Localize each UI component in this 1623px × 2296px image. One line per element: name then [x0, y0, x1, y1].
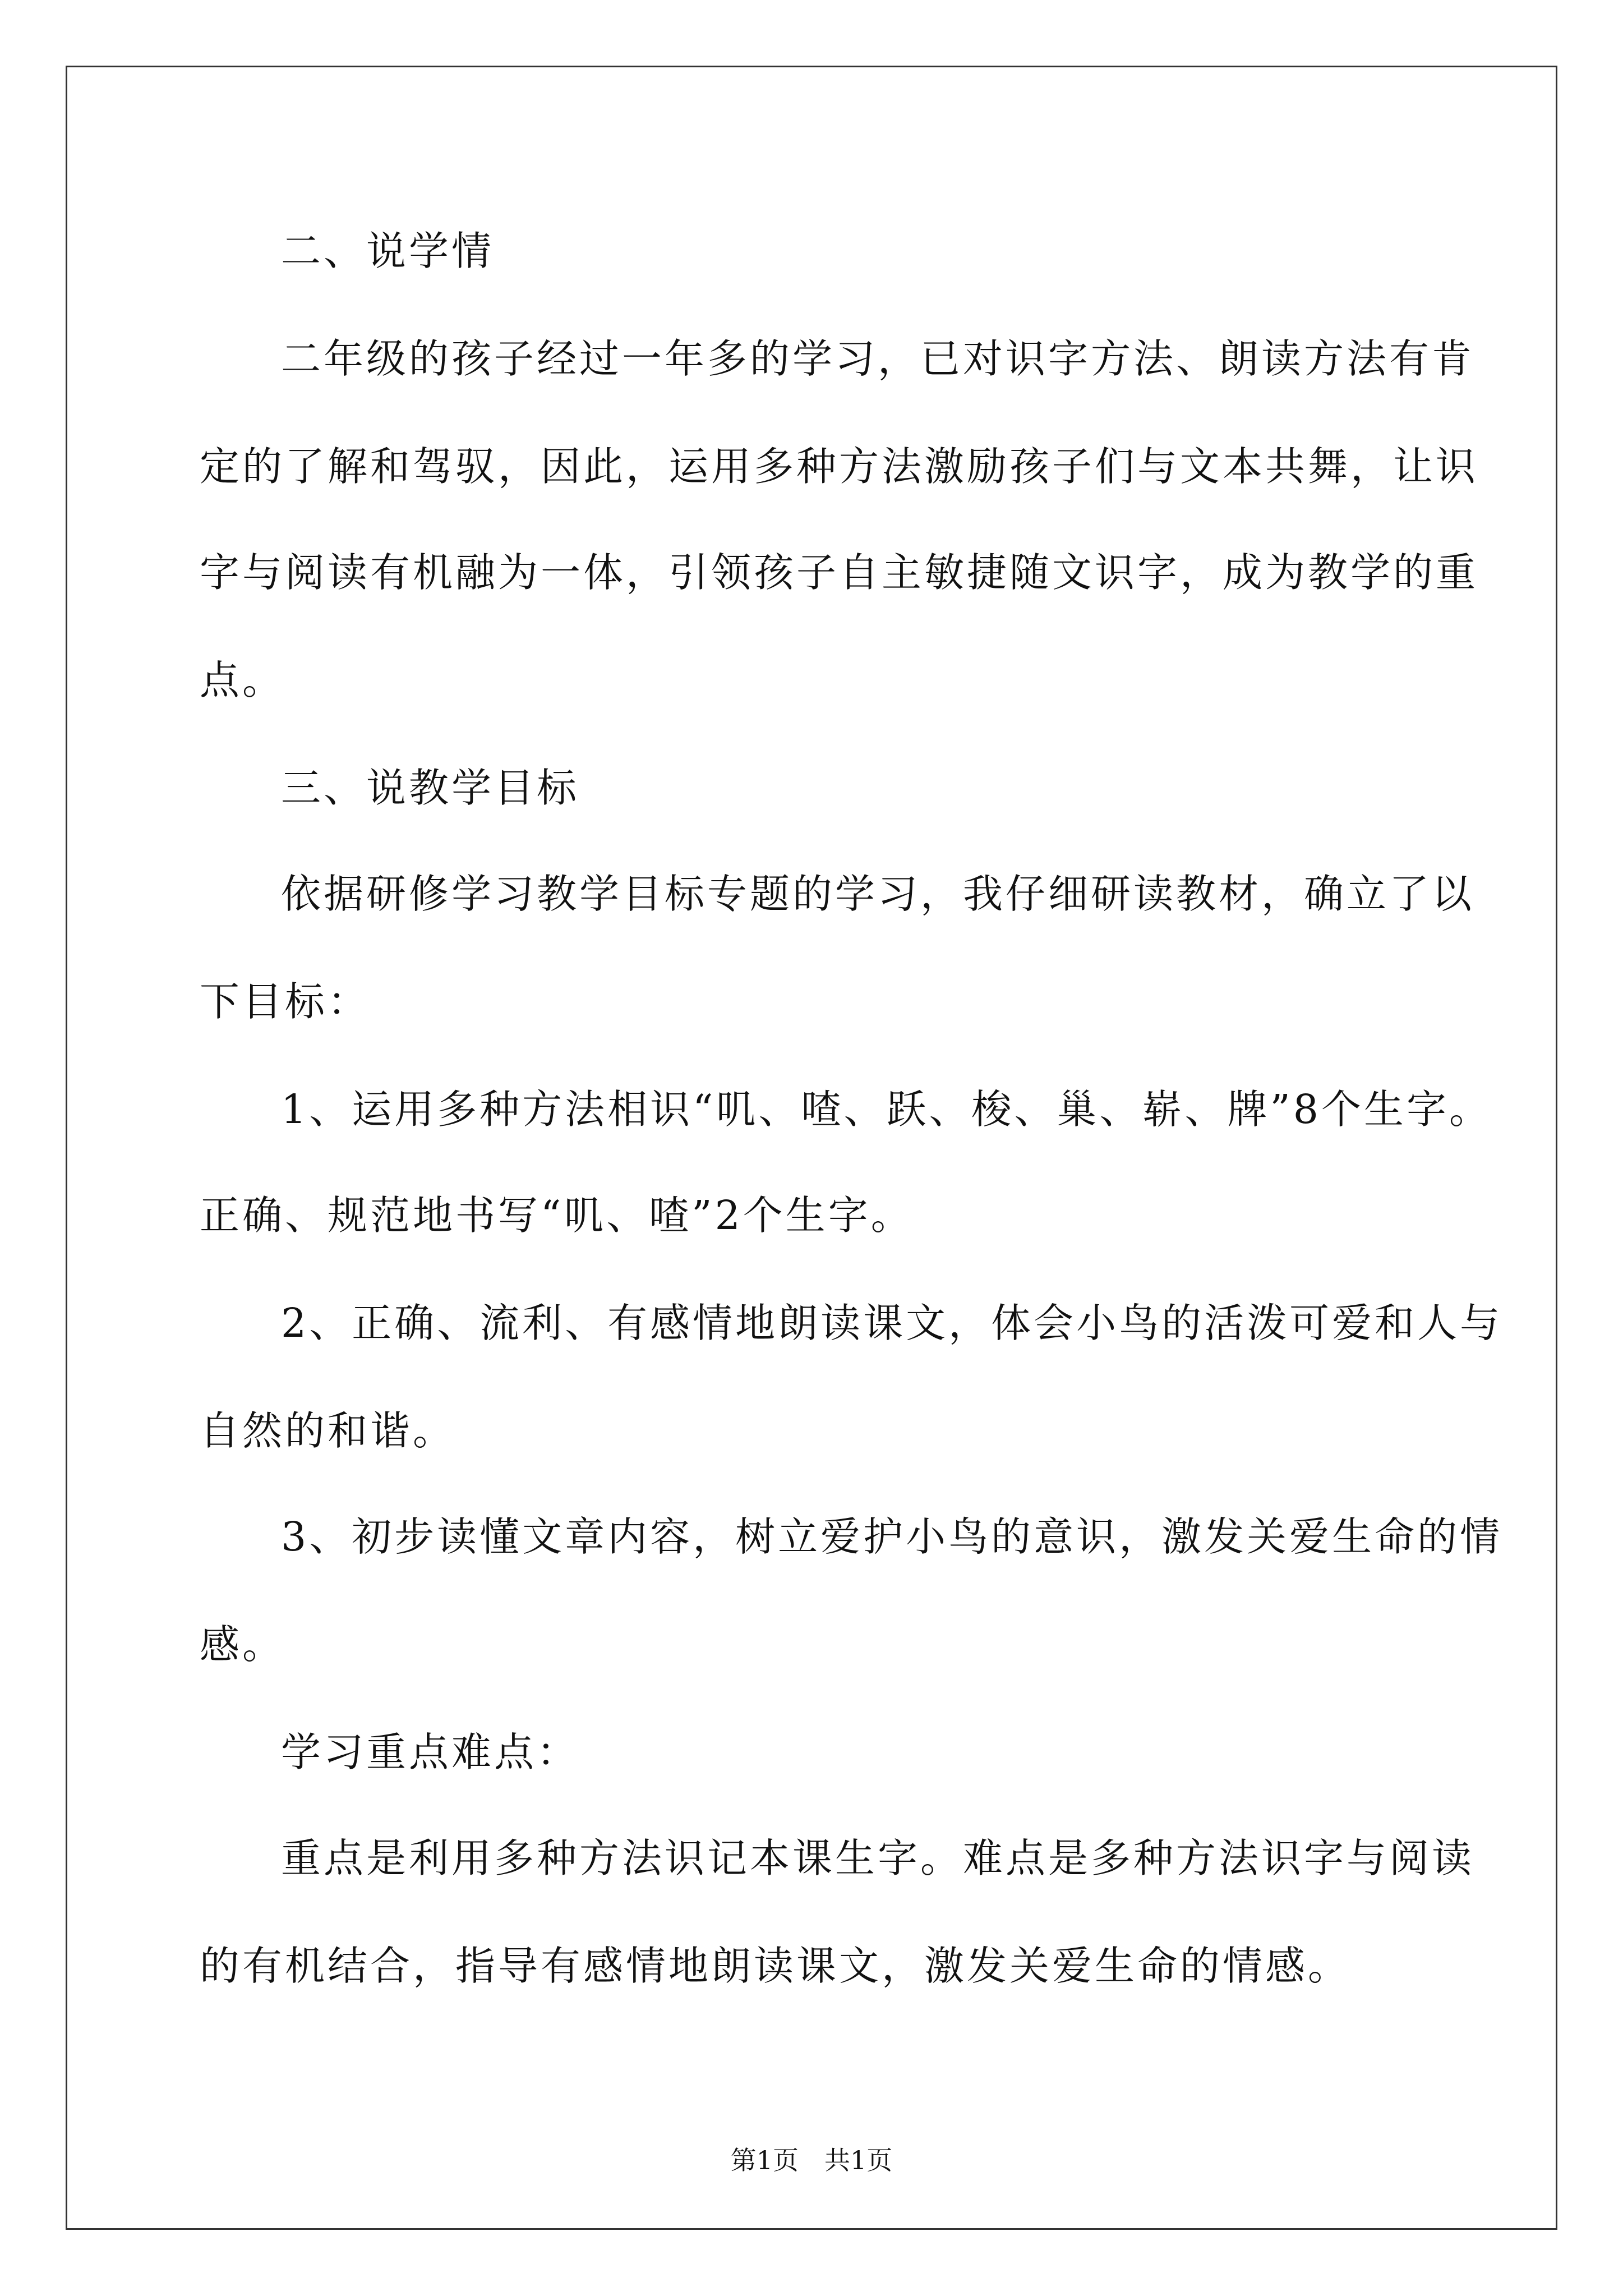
- paragraph-line: 字与阅读有机融为一体，引领孩子自主敏捷随文识字，成为教学的重: [200, 549, 1479, 596]
- page-border: [66, 66, 1557, 2230]
- page-number-footer: 第1页 共1页: [730, 2145, 893, 2175]
- key-points-heading: 学习重点难点：: [281, 1729, 580, 1775]
- paragraph-line: 的有机结合，指导有感情地朗读课文，激发关爱生命的情感。: [200, 1943, 1351, 1989]
- paragraph-line: 正确、规范地书写“叽、喳”2个生字。: [200, 1192, 914, 1239]
- section-heading-teaching-goals: 三、说教学目标: [281, 765, 580, 811]
- goal-item-2: 2、正确、流利、有感情地朗读课文，体会小鸟的活泼可爱和人与: [281, 1300, 1503, 1346]
- paragraph-line: 依据研修学习教学目标专题的学习，我仔细研读教材，确立了以: [281, 871, 1475, 917]
- paragraph-line: 二年级的孩子经过一年多的学习，已对识字方法、朗读方法有肯: [281, 335, 1475, 382]
- paragraph-line: 点。: [200, 657, 285, 703]
- paragraph-line: 下目标：: [200, 978, 371, 1025]
- goal-item-3: 3、初步读懂文章内容，树立爱护小鸟的意识，激发关爱生命的情: [281, 1513, 1503, 1560]
- paragraph-line: 定的了解和驾驭，因此，运用多种方法激励孩子们与文本共舞，让识: [200, 443, 1479, 490]
- section-heading-learning-situation: 二、说学情: [281, 228, 495, 274]
- goal-item-1: 1、运用多种方法相识“叽、喳、跃、梭、巢、崭、牌”8个生字。: [281, 1086, 1492, 1133]
- paragraph-line: 重点是利用多种方法识记本课生字。难点是多种方法识字与阅读: [281, 1835, 1475, 1881]
- paragraph-line: 自然的和谐。: [200, 1407, 456, 1454]
- paragraph-line: 感。: [200, 1621, 285, 1668]
